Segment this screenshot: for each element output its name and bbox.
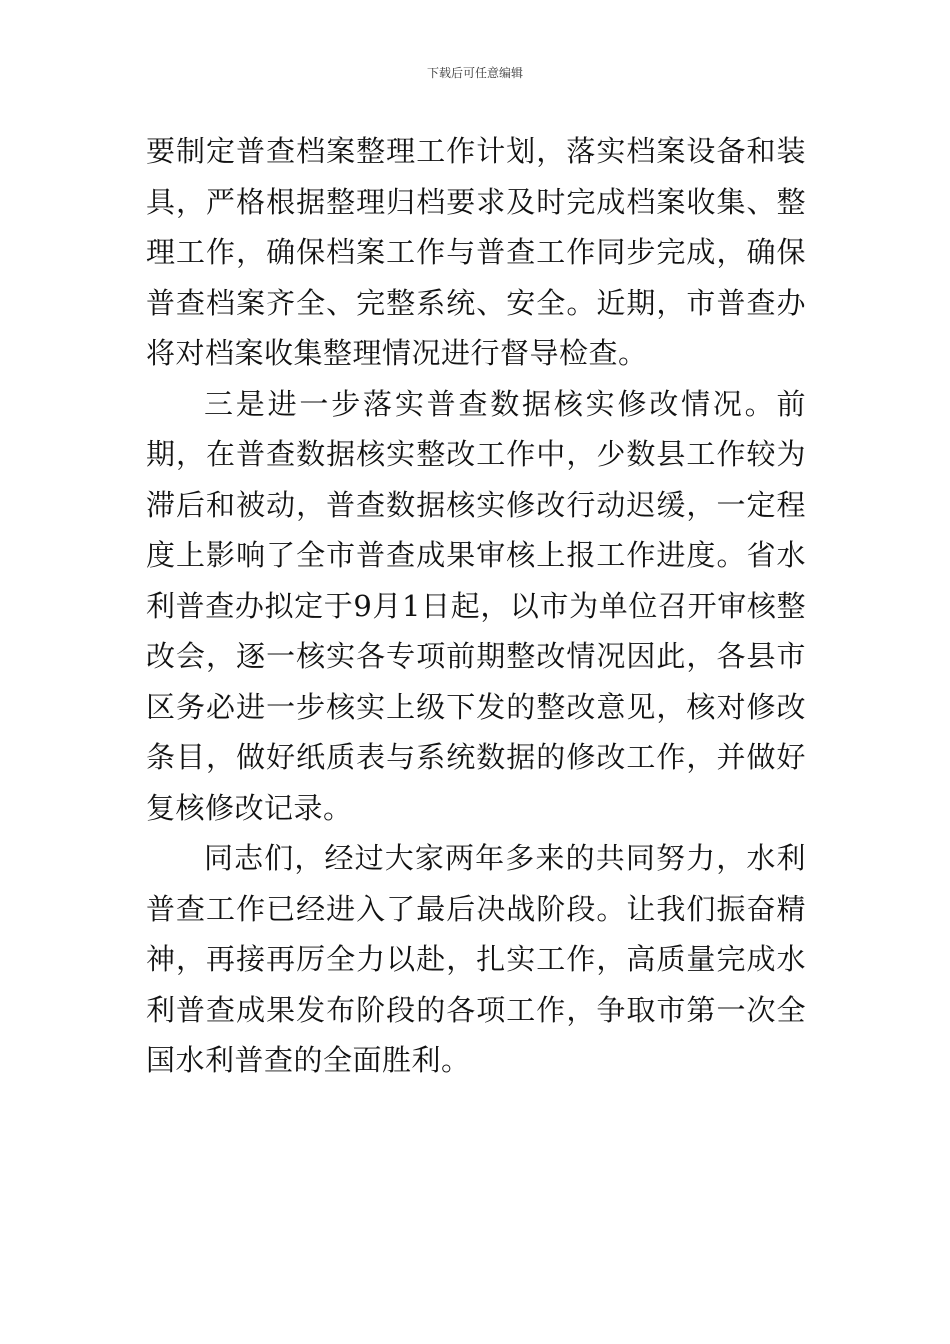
header-note: 下载后可任意编辑 — [426, 66, 523, 80]
document-body — [146, 126, 806, 1086]
paragraph-data-verification: 三是进一步落实普查数据核实修改情况。前期，在普查数据核实整改工作中，少数县工作较为滞后和被动，普查数据核实修改行动迟缓，一定程度上影响了全市普查成果审核上报工作进度。省水利普查办拟定于9月1日起，以市为单位召开审核整改会，逐一核实各专项前期整改情况因此，各县市区务必进一步核实上级下发的整改意见，核对修改条目，做好纸质表与系统数据的修改工作，并做好复核修改记录。 — [146, 386, 806, 825]
paragraph-closing-remarks: 同志们，经过大家两年多来的共同努力，水利普查工作已经进入了最后决战阶段。让我们振奋精神，再接再厉全力以赴，扎实工作，高质量完成水利普查成果发布阶段的各项工作，争取市第一次全国水利普查的全面胜利。 — [146, 841, 806, 1077]
paragraph-archive-work: 要制定普查档案整理工作计划，落实档案设备和装具，严格根据整理归档要求及时完成档案收集、整理工作，确保档案工作与普查工作同步完成，确保普查档案齐全、完整系统、安全。近期，市普查办将对档案收集整理情况进行督导检查。 — [146, 134, 806, 370]
